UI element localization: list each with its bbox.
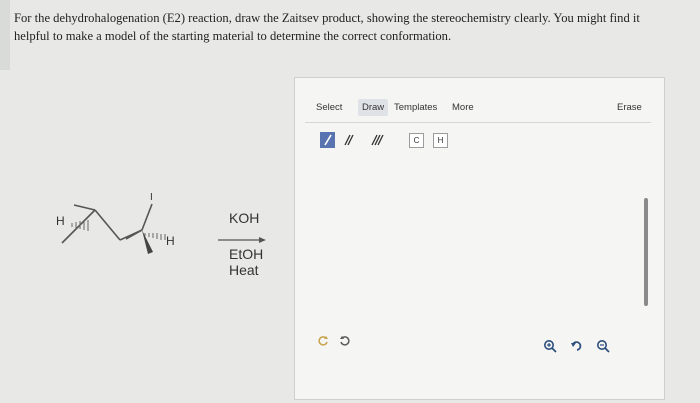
solid-wedge	[142, 230, 153, 254]
single-bond-icon	[323, 134, 333, 146]
undo-icon	[317, 335, 329, 347]
bond-line	[95, 210, 120, 240]
undo-button[interactable]	[316, 334, 330, 348]
toolbar	[295, 78, 664, 120]
single-bond-button[interactable]	[320, 132, 335, 148]
atom-label-iodine: I	[150, 192, 153, 203]
question-line-2: helpful to make a model of the starting material to determine the correct conformation.	[14, 29, 452, 43]
redo-button[interactable]	[338, 334, 352, 348]
zoom-out-button[interactable]	[596, 339, 610, 353]
reagent-heat: Heat	[229, 262, 259, 278]
reagent-koh: KOH	[229, 210, 260, 226]
bond-to-iodine	[142, 204, 152, 230]
sidebar-strip	[0, 0, 10, 70]
atom-label-h-right: H	[166, 234, 175, 248]
hashed-wedge-right	[145, 233, 165, 240]
question-text	[14, 9, 684, 45]
triple-bond-button[interactable]	[370, 132, 385, 148]
double-bond-button[interactable]	[341, 132, 356, 148]
starting-material-structure	[0, 150, 300, 330]
reset-zoom-icon	[570, 339, 584, 353]
reaction-scheme	[0, 150, 300, 330]
drawing-panel[interactable]	[294, 77, 665, 400]
double-bond-icon	[343, 134, 355, 146]
draw-tab[interactable]: Draw	[358, 99, 388, 116]
zoom-in-button[interactable]	[543, 339, 557, 353]
reagent-etoh: EtOH	[229, 246, 264, 262]
scrollbar[interactable]	[644, 198, 648, 306]
redo-icon	[339, 335, 351, 347]
hydrogen-atom-button[interactable]: H	[433, 133, 448, 148]
zoom-in-icon	[543, 339, 557, 353]
templates-tab[interactable]: Templates	[394, 102, 438, 113]
erase-button[interactable]: Erase	[617, 102, 642, 113]
atom-label-h-left: H	[56, 214, 65, 228]
reset-zoom-button[interactable]	[570, 339, 584, 353]
triple-bond-icon	[371, 134, 385, 146]
bond-line	[62, 210, 95, 243]
question-line-1: For the dehydrohalogenation (E2) reaction, draw the Zaitsev product, showing the stereochemistry clearly. You might find it	[14, 11, 640, 25]
toolbar-divider	[305, 122, 651, 123]
zoom-out-icon	[596, 339, 610, 353]
bond-line	[74, 205, 95, 210]
carbon-atom-button[interactable]: C	[409, 133, 424, 148]
bond-line	[126, 230, 142, 239]
select-tab[interactable]: Select	[316, 102, 343, 113]
more-tab[interactable]: More	[452, 102, 474, 113]
arrow-head	[259, 237, 266, 243]
hashed-wedge-left	[72, 220, 88, 231]
